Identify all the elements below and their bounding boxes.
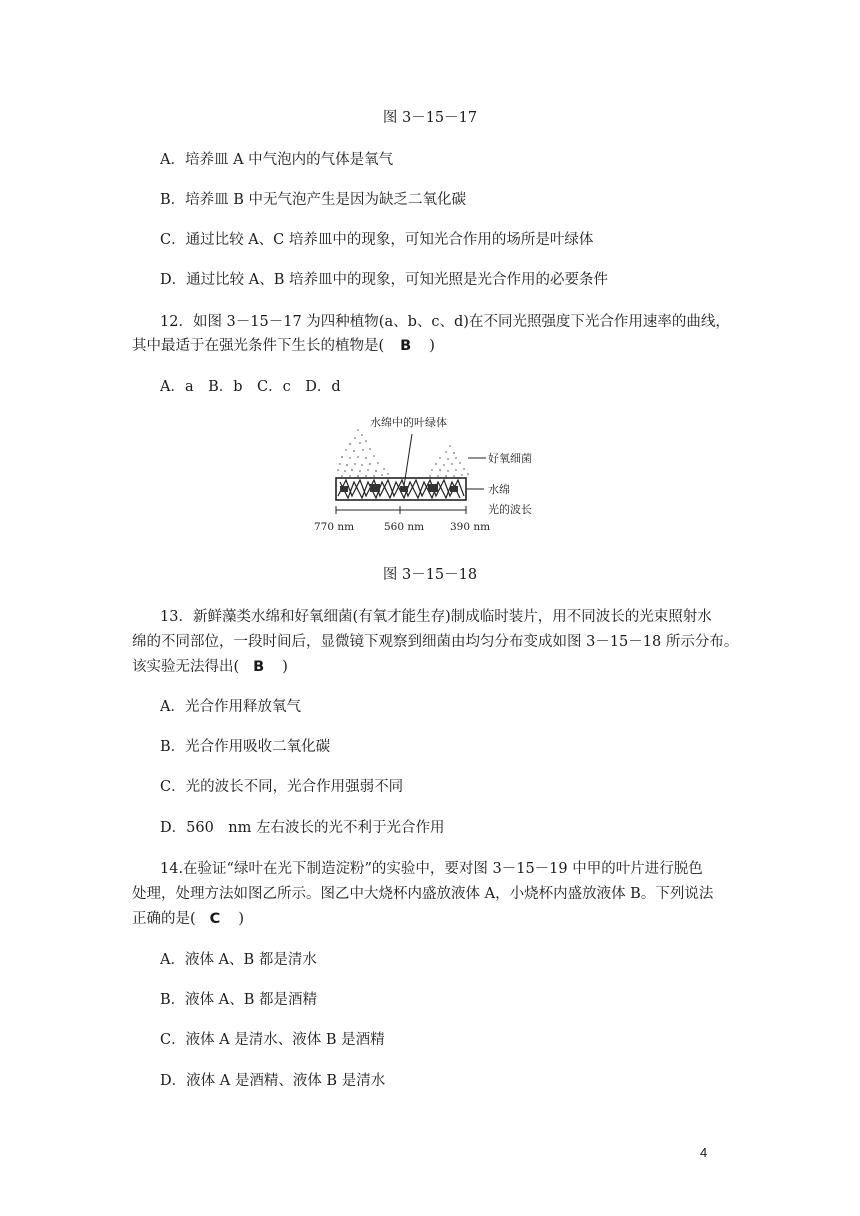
figure-caption-3-15-18: 图 3－15－18 [382,567,478,583]
label-wavelength: 光的波长 [488,503,532,516]
q14-stem-line1: 14.在验证“绿叶在光下制造淀粉”的实验中，要对图 3－15－19 中甲的叶片进行脱色 [160,861,703,877]
bacteria-cluster-right [429,445,469,477]
q13-option-c: C．光的波长不同，光合作用强弱不同 [160,779,404,795]
q13-stem-line1: 13．新鲜藻类水绵和好氧细菌(有氧才能生存)制成临时装片，用不同波长的光束照射水 [160,609,712,625]
q13-option-b: B．光合作用吸收二氧化碳 [160,739,331,755]
q13-stem-line3 [132,657,288,677]
q13-option-d: D．560 nm 左右波长的光不利于光合作用 [160,820,445,836]
q14-option-c: C．液体 A 是清水、液体 B 是酒精 [160,1032,385,1048]
wavelength-560: 560 nm [384,521,425,533]
q14-option-d: D．液体 A 是酒精、液体 B 是清水 [160,1073,386,1089]
q12-answer: B [400,338,412,354]
q14-option-b: B．液体 A、B 都是酒精 [160,992,317,1008]
q11-option-b: B．培养皿 B 中无气泡产生是因为缺乏二氧化碳 [160,192,467,208]
label-bacteria: 好氧细菌 [488,452,532,465]
label-chloroplast: 水绵中的叶绿体 [370,416,447,429]
q13-stem-line2: 绵的不同部位，一段时间后，显微镜下观察到细菌由均匀分布变成如图 3－15－18 所示分布。 [132,634,739,650]
figure-3-15-18-diagram [300,410,560,540]
q14-stem-text: 正确的是( [132,911,196,927]
q12-stem-close: ) [429,338,435,354]
q11-option-d: D．通过比较 A、B 培养皿中的现象，可知光照是光合作用的必要条件 [160,272,608,288]
q13-stem-close: ) [282,659,288,675]
q13-option-a: A．光合作用释放氧气 [160,699,301,715]
q12-stem-text: 其中最适于在强光条件下生长的植物是( [132,338,385,354]
wavelength-770: 770 nm [314,521,355,533]
q11-option-a: A．培养皿 A 中气泡内的气体是氧气 [160,152,394,168]
q12-stem-line1: 12．如图 3－15－17 为四种植物(a、b、c、d)在不同光照强度下光合作用速率的曲线， [160,314,730,330]
wavelength-390: 390 nm [450,521,491,533]
q13-stem-text: 该实验无法得出( [132,659,240,675]
q14-stem-close: ) [238,911,244,927]
q14-answer: C [209,911,221,927]
q13-answer: B [253,659,265,675]
q11-option-c: C．通过比较 A、C 培养皿中的现象，可知光合作用的场所是叶绿体 [160,232,594,248]
page-number: 4 [700,1145,708,1160]
q14-stem-line3 [132,909,244,929]
label-spirogyra: 水绵 [488,483,510,496]
q14-stem-line2: 处理，处理方法如图乙所示。图乙中大烧杯内盛放液体 A，小烧杯内盛放液体 B。下列说法 [132,886,714,902]
q14-option-a: A．液体 A、B 都是清水 [160,952,317,968]
figure-caption-3-15-17: 图 3－15－17 [382,110,478,126]
bacteria-cluster-left [337,429,389,477]
q12-options: A．a B．b C．c D．d [160,379,341,395]
q12-stem-line2 [132,336,435,356]
